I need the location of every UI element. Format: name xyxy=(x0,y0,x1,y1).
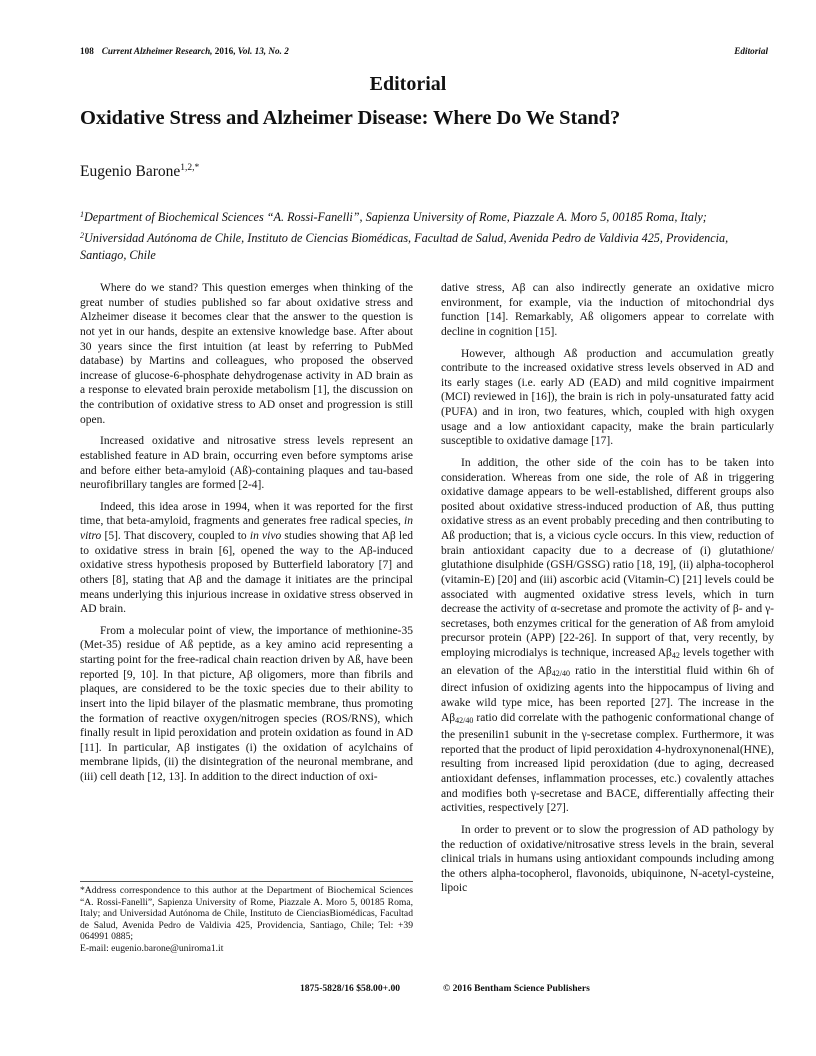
footer-issn-price: 1875-5828/16 $58.00+.00 xyxy=(300,983,401,994)
section-label: Editorial xyxy=(369,73,447,95)
text-run: Indeed, this idea arose in 1994, when it was reported for the first time, that beta-amyloid, fragments and generates free radical species, xyxy=(80,500,413,528)
text-run: [5]. That discovery, coupled to xyxy=(101,530,250,542)
italic-term: in vitro xyxy=(80,515,413,542)
author-name: Eugenio Barone xyxy=(80,163,181,180)
affiliations xyxy=(80,206,768,265)
footnote-divider xyxy=(80,881,413,882)
correspondence-footnote xyxy=(80,885,413,955)
journal-name: Current Alzheimer Research, xyxy=(101,46,213,56)
journal-year: 2016, xyxy=(212,46,238,56)
italic-term: in vivo xyxy=(249,530,282,542)
affiliation-2-mark: 2 xyxy=(80,230,84,240)
affiliation-1-mark: 1 xyxy=(80,210,84,219)
paragraph xyxy=(441,456,774,816)
running-head-left xyxy=(80,46,289,56)
corresponding-mark: * xyxy=(194,163,200,173)
footer-copyright: © 2016 Bentham Science Publishers xyxy=(443,983,590,994)
paragraph-continued: dative stress, Aβ can also indirectly generate an oxidative micro environment, for example, via the induction of mitochondrial dys function [14]. Remarkably, Aß oligomers appear to correlate with decline in cognition [15]. xyxy=(441,282,774,338)
subscript: 42 xyxy=(671,651,680,660)
text-run: In addition, the other side of the coin has to be taken into consideration. Whereas from one side, the role of Aß in triggering oxidative damage appears to be well-established, different groups also posited about oxidative stress-induced production of Aß, thus putting oxidative stress as an event probably preceding and then contributing to Aß production; that is, a vicious cycle occurs. In this view, reduction of brain antioxidant capacity due to a decrease of (i) glutathione/ glutathione disulphide (GSH/GSSG) ratio [18, 19], (ii) alpha-tocopherol (vitamin-E) [20] and (iii) ascorbic acid (Vitamin-C) [21] levels could be associated with augmented oxidative stress levels, which in turn decrease the activity of α-secretase and promote the activity of β- and γ-secretases, both enzymes critical for the generation of Aß from amyloid precursor protein (APP) [22-26]. In support of that, very recently, by employing microdialys is technique, increased Aβ xyxy=(441,456,774,659)
author-line xyxy=(80,163,199,181)
paragraph: From a molecular point of view, the importance of methionine-35 (Met-35) residue of Aß peptide, as a key amino acid representing a starting point for the free-radical chain reaction driven by Aß, have been reported [9, 10]. In that picture, Aβ oligomers, more than fibrils and plaques, are considered to be the toxic species due to their ability to insert into the lipid bilayer of the plasmatic membrane, thus promoting the formation of reactive oxygen/nitrogen species (ROS/RNS), which finally result in lipid peroxidation and protein oxidation as found in AD [11]. In particular, Aβ instigates (i) the oxidation of acylchains of membrane lipids, (ii) the disintegration of the neuronal membrane, and (iii) cell death [12, 13]. In addition to the direct induction of oxi- xyxy=(80,624,413,783)
affiliation-2: Universidad Autónoma de Chile, Instituto de Ciencias Biomédicas, Facultad de Salud, Avenida Pedro de Valdivia 425, Providencia, Santiago, Chile xyxy=(80,230,729,262)
paragraph: In order to prevent or to slow the progression of AD pathology by the reduction of oxidative/nitrosative stress levels in the brain, several clinical trials in humans using antioxidant compounds including among the others alpha-tocopherol, flavonoids, ubiquinone, N-acetyl-cysteine, lipoic xyxy=(441,823,774,895)
article-title: Oxidative Stress and Alzheimer Disease: Where Do We Stand? xyxy=(80,107,621,129)
right-column xyxy=(441,281,774,903)
left-column xyxy=(80,281,413,792)
journal-volume: Vol. 13, No. 2 xyxy=(237,46,289,56)
paragraph: Where do we stand? This question emerges when thinking of the great number of studies published so far about oxidative stress and Alzheimer disease it becomes clear that the answer to the question is not yet in our hands, despite an extensive knowledge base. After about 30 years since the first intuition (at least by referring to PubMed database) by Martins and colleagues, who proposed the observed increase of glucose-6-phosphate dehydrogenase activity in AD brain as a response to elevated brain peroxide metabolism [1], the discussion on the contribution of oxidative stress to AD onset and progression is still open. xyxy=(80,282,413,426)
running-head-section: Editorial xyxy=(734,46,768,56)
text-run: levels together with an elevation of the Aβ xyxy=(441,647,774,677)
subscript: 42/40 xyxy=(455,715,474,725)
page-number: 108 xyxy=(80,46,94,56)
text-run: ratio in the interstitial fluid within 6h of direct infusion of oxidizing agents into the hippocampus of living and awake wild type mice, has been reported [27]. The increase in the Aβ xyxy=(441,664,775,724)
text-run: ratio did correlate with the pathogenic conformational change of the presenilin1 subunit in the γ-secretase complex. Furthermore, it was reported that the product of lipid peroxidation 4-hydroxynonenal(HNE), resulting from increased lipid peroxidation (due to aging, decreased antioxidant defenses, inflammation processes, etc.) covalently attaches and modifies both γ-secretase and BACE, differentially affecting their activities, respectively [27]. xyxy=(441,711,774,815)
running-head xyxy=(80,46,768,60)
affiliation-1: Department of Biochemical Sciences “A. Rossi-Fanelli”, Sapienza University of Rome, Piazzale A. Moro 5, 00185 Roma, Italy; xyxy=(84,210,707,224)
paragraph: However, although Aß production and accumulation greatly contribute to the increased oxidative stress levels observed in AD and its early stages (i.e. early AD (EAD) and mild cognitive impairment (MCI) reviewed in [16]), the brain is rich in poly-unsaturated fatty acid (PUFA) and in iron, two features, which, coupled with high oxygen usage and a low antioxidant capacity, make the brain particularly susceptible to oxidative damage [17]. xyxy=(441,347,774,448)
text-run: studies showing that Aβ led to oxidative stress in brain [6], opened the way to the Aβ-induced oxidative stress hypothesis proposed by Butterfield laboratory [7] and others [8], stating that Aβ and the damage it initiates are the principal means underlying this injurious increase in oxidative stress observed in AD brain. xyxy=(80,530,413,616)
footnote-email[interactable]: E-mail: eugenio.barone@uniroma1.it xyxy=(80,942,224,954)
subscript: 42/40 xyxy=(551,668,570,678)
affiliation-numbers: 1,2, xyxy=(180,163,195,173)
footnote-address: *Address correspondence to this author at the Department of Biochemical Sciences “A. Rossi-Fanelli”, Sapienza University of Rome, Piazzale A. Moro 5, 00185 Roma, Italy; and Universidad Autónoma de Chile, Instituto de CienciasBiomédicas, Facultad de Salud, Avenida Pedro de Valdivia 425, Providencia, Santiago, Chile; Tel: +39 064991 0885; xyxy=(80,885,413,943)
paragraph: Increased oxidative and nitrosative stress levels represent an established feature in AD brain, occurring even before symptoms arise and before either beta-amyloid (Aß)-containing plaques and tau-based neurofibrillary tangles are formed [2-4]. xyxy=(80,435,413,492)
paragraph xyxy=(80,500,413,617)
author-affiliation-marks xyxy=(180,163,199,173)
